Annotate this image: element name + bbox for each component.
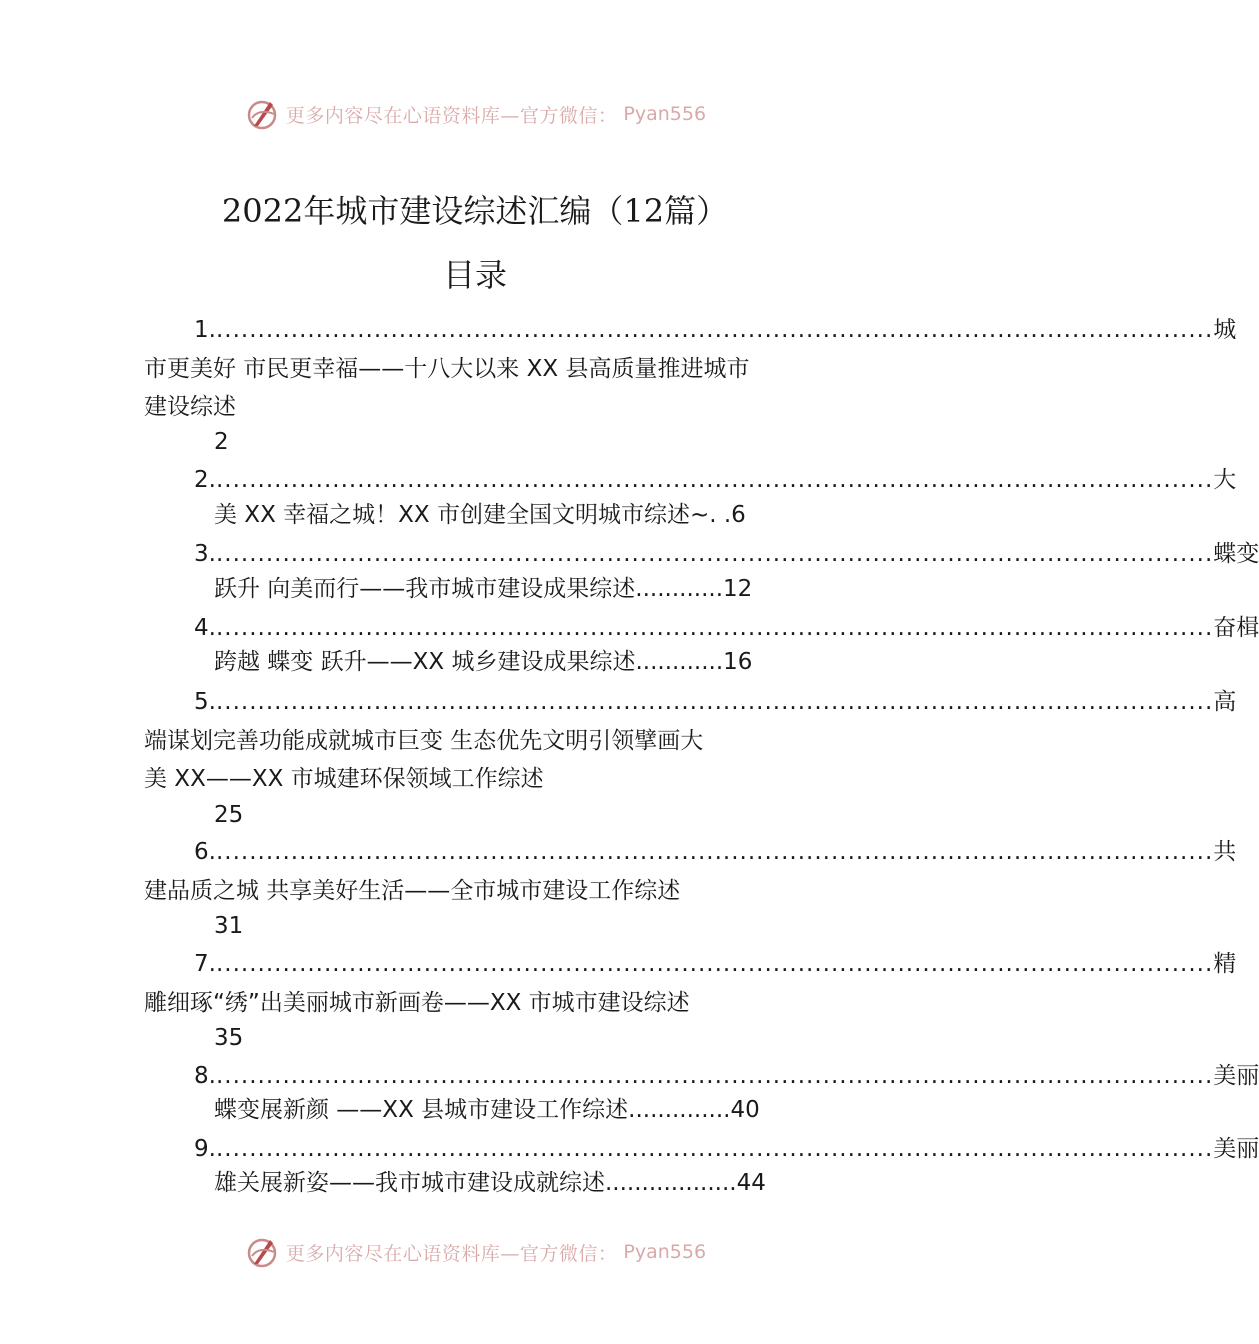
toc-entry-4[interactable] [194,611,1259,645]
toc-entry-6-page: 31 [214,913,244,939]
toc-number: 5. [194,689,216,715]
toc-title-start: 高 [1213,689,1237,715]
toc-entry-8-line-1: 蝶变展新颜 ——XX 县城市建设工作综述..............40 [214,1097,760,1123]
watermark-text: 更多内容尽在心语资料库—官方微信： [285,104,618,127]
toc-entry-7[interactable] [194,947,1237,981]
toc-entry-3-line-1: 跃升 向美而行——我市城市建设成果综述............12 [214,576,753,602]
toc-number: 8. [194,1063,216,1089]
toc-entry-2-line-1: 美 XX 幸福之城！XX 市创建全国文明城市综述~. .6 [214,502,746,528]
toc-entry-1-line-2: 建设综述 [144,394,236,420]
toc-heading: 目录 [442,256,507,294]
toc-entry-5[interactable] [194,685,1237,719]
toc-entry-1-page: 2 [214,429,229,455]
toc-title-start: 精 [1213,951,1237,977]
toc-leader-dots: ........................................................................................................................ [215,951,1214,977]
toc-title-start: 奋楫 [1213,615,1259,641]
toc-entry-7-line-1: 雕细琢“绣”出美丽城市新画卷——XX 市城市建设综述 [144,990,690,1016]
toc-leader-dots: ........................................................................................................................ [215,689,1214,715]
toc-entry-9[interactable] [194,1132,1259,1166]
toc-number: 4. [194,615,216,641]
document-title: 2022年城市建设综述汇编（12篇） [221,192,729,230]
toc-leader-dots: ........................................................................................................................ [215,839,1214,865]
toc-leader-dots: ........................................................................................................................ [215,1136,1214,1162]
watermark-header [0,96,950,132]
quill-seal-icon [244,96,280,132]
toc-entry-9-line-1: 雄关展新姿——我市城市建设成就综述..................44 [214,1170,766,1196]
toc-number: 9. [194,1136,216,1162]
toc-number: 7. [194,951,216,977]
toc-entry-8[interactable] [194,1059,1259,1093]
toc-title-start: 共 [1213,839,1237,865]
toc-entry-6[interactable] [194,835,1237,869]
watermark-footer [0,1234,950,1270]
toc-leader-dots: ........................................................................................................................ [215,1063,1214,1089]
toc-entry-6-line-1: 建品质之城 共享美好生活——全市城市建设工作综述 [144,878,681,904]
watermark-wechat-id: Pyan556 [623,1241,707,1263]
watermark-wechat-id: Pyan556 [623,103,707,125]
toc-entry-1-line-1: 市更美好 市民更幸福——十八大以来 XX 县高质量推进城市 [144,356,750,382]
toc-number: 1. [194,317,216,343]
toc-entry-3[interactable] [194,537,1259,571]
toc-leader-dots: ........................................................................................................................ [215,467,1214,493]
toc-title-start: 城 [1213,317,1237,343]
toc-title-start: 大 [1213,467,1237,493]
toc-number: 3. [194,541,216,567]
toc-leader-dots: ........................................................................................................................ [215,615,1214,641]
toc-title-start: 蝶变 [1213,541,1259,567]
quill-seal-icon [244,1234,280,1270]
toc-entry-5-line-2: 美 XX——XX 市城建环保领域工作综述 [144,766,544,792]
toc-entry-1[interactable] [194,313,1237,347]
toc-leader-dots: ........................................................................................................................ [215,317,1214,343]
toc-number: 6. [194,839,216,865]
toc-number: 2. [194,467,216,493]
toc-entry-2[interactable] [194,463,1237,497]
toc-entry-4-line-1: 跨越 蝶变 跃升——XX 城乡建设成果综述............16 [214,649,753,675]
toc-entry-5-line-1: 端谋划完善功能成就城市巨变 生态优先文明引领擘画大 [144,728,704,754]
toc-leader-dots: ........................................................................................................................ [215,541,1214,567]
toc-title-start: 美丽 [1213,1063,1259,1089]
watermark-text: 更多内容尽在心语资料库—官方微信： [285,1242,618,1265]
toc-entry-7-page: 35 [214,1025,244,1051]
toc-title-start: 美丽 [1213,1136,1259,1162]
toc-entry-5-page: 25 [214,802,244,828]
